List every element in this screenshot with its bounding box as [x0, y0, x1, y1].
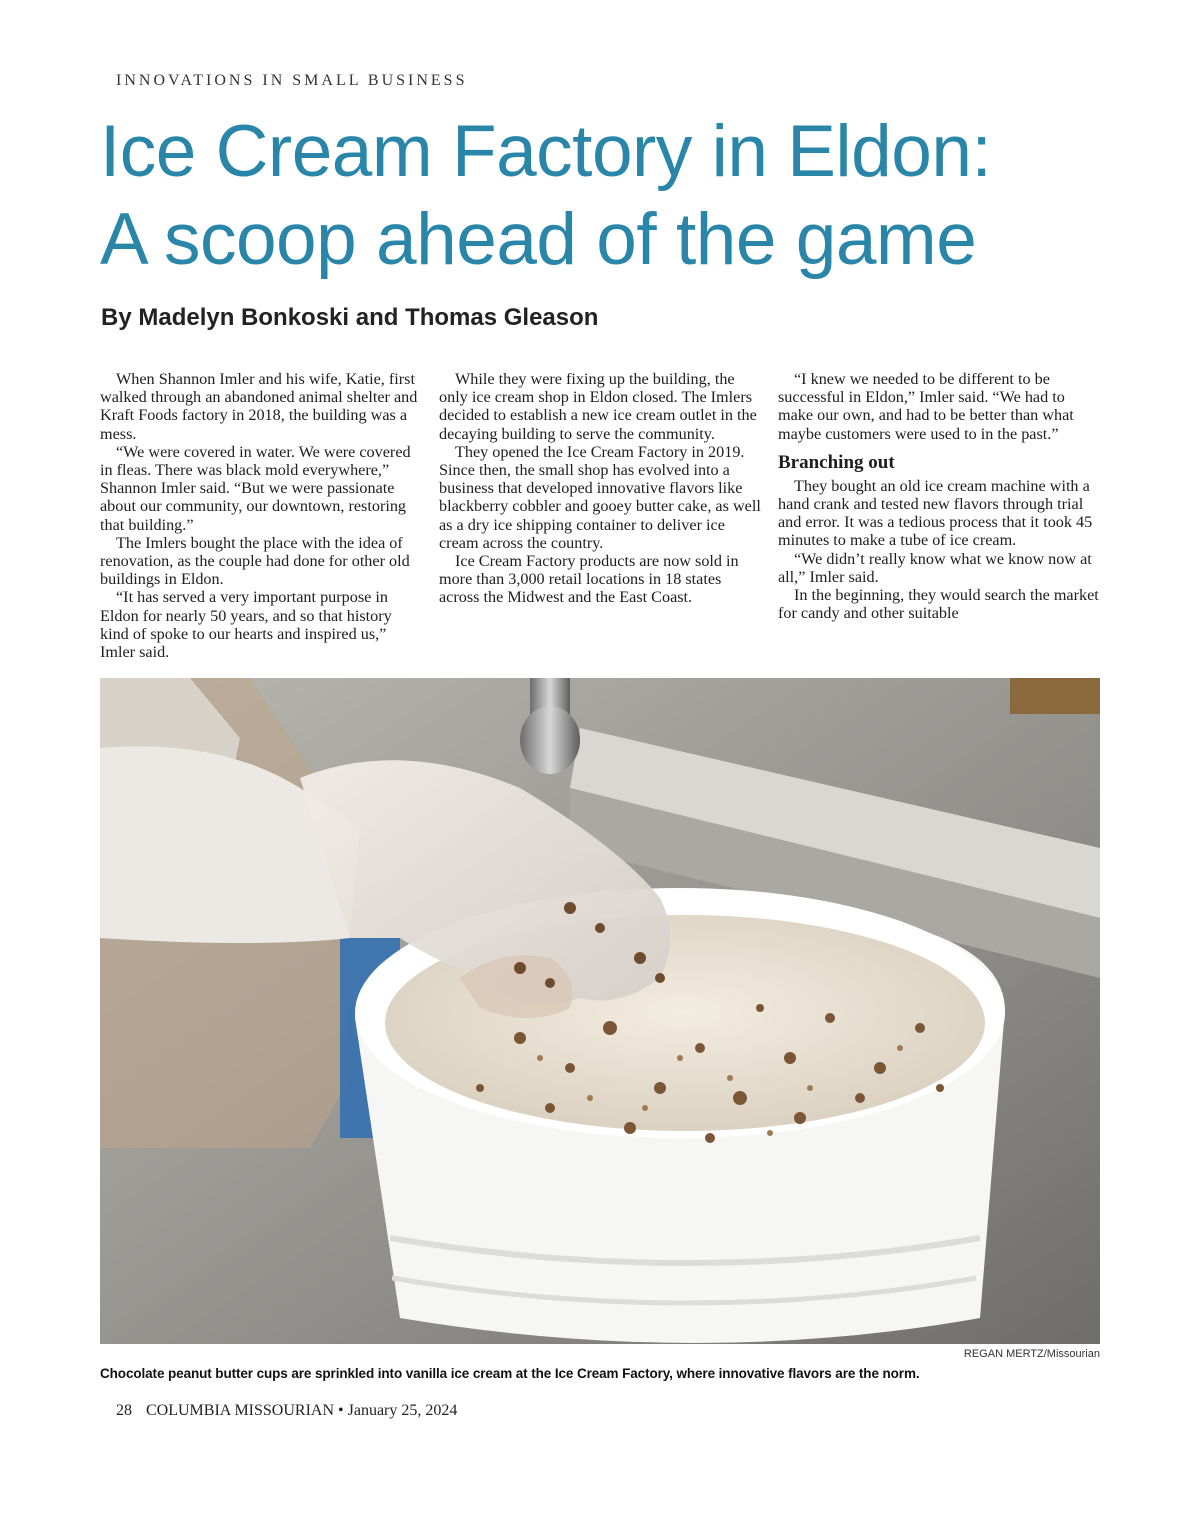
- article-photo: [100, 678, 1100, 1344]
- article-column-3: [778, 370, 1102, 622]
- publication-date: COLUMBIA MISSOURIAN • January 25, 2024: [146, 1402, 458, 1419]
- subhead: Branching out: [778, 451, 895, 473]
- page-footer: [116, 1402, 457, 1420]
- photo-caption: Chocolate peanut butter cups are sprinkled into vanilla ice cream at the Ice Cream Factory, where innovative flavors are the norm.: [100, 1366, 920, 1381]
- headline: [100, 108, 1110, 284]
- paragraph: When Shannon Imler and his wife, Katie, first walked through an abandoned animal shelter and Kraft Foods factory in 2018, the building was a mess.: [100, 370, 418, 443]
- article-column-1: [100, 370, 424, 661]
- paragraph: They opened the Ice Cream Factory in 2019. Since then, the small shop has evolved into a business that developed innovative flavors like blackberry cobbler and gooey butter cake, as well as a dry ice shipping container to deliver ice cream across the country.: [439, 442, 761, 552]
- paragraph: While they were fixing up the building, the only ice cream shop in Eldon closed. The Imlers decided to establish a new ice cream outlet in the decaying building to serve the community.: [439, 370, 757, 443]
- paragraph: The Imlers bought the place with the idea of renovation, as the couple had done for other old buildings in Eldon.: [100, 533, 410, 589]
- headline-line-2: A scoop ahead of the game: [100, 199, 977, 280]
- ice-cream-photo-illustration: [100, 678, 1100, 1344]
- headline-line-1: Ice Cream Factory in Eldon:: [100, 111, 992, 192]
- byline: By Madelyn Bonkoski and Thomas Gleason: [101, 304, 599, 331]
- paragraph: “We didn’t really know what we know now at all,” Imler said.: [778, 549, 1092, 586]
- photo-credit: REGAN MERTZ/Missourian: [963, 1348, 1100, 1360]
- article-column-2: [439, 370, 763, 607]
- paragraph: They bought an old ice cream machine with a hand crank and tested new flavors through trial and error. It was a tedious process that it took 45 minutes to make a tube of ice cream.: [778, 476, 1093, 550]
- page-number: 28: [116, 1402, 132, 1419]
- paragraph: “It has served a very important purpose in Eldon for nearly 50 years, and so that history kind of spoke to our hearts and inspired us,” Imler said.: [100, 588, 392, 662]
- paragraph: “I knew we needed to be different to be successful in Eldon,” Imler said. “We had to make our own, and had to be better than what maybe customers were used to in the past.”: [778, 370, 1074, 443]
- section-kicker: INNOVATIONS IN SMALL BUSINESS: [116, 72, 468, 89]
- paragraph: In the beginning, they would search the market for candy and other suitable: [778, 586, 1099, 623]
- paragraph: “We were covered in water. We were covered in fleas. There was black mold everywhere,” Shannon Imler said. “But we were passionate about our community, our downtown, restoring that building.”: [100, 442, 411, 534]
- paragraph: Ice Cream Factory products are now sold in more than 3,000 retail locations in 18 states across the Midwest and the East Coast.: [439, 552, 739, 607]
